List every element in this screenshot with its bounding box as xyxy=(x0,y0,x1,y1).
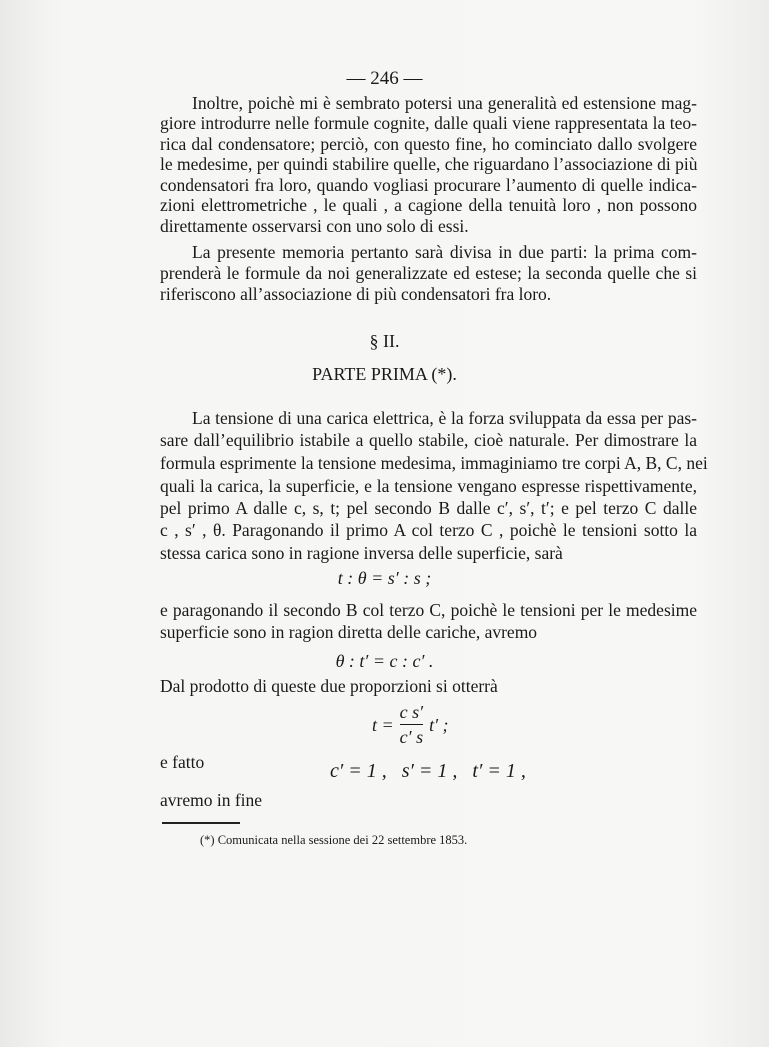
paragraph-line: pel primo A dalle c, s, t; pel secondo B dalle c′, s′, t′; e pel terzo C dalle xyxy=(160,498,697,518)
paragraph-line: e paragonando il secondo B col terzo C, poichè le tensioni per le medesime xyxy=(160,600,697,620)
fraction-numerator: c s′ xyxy=(399,702,424,722)
paragraph-line: direttamente osservarsi con uno solo di essi. xyxy=(160,216,469,236)
equation-3-rhs: t′ ; xyxy=(429,714,449,735)
paragraph-line: prenderà le formule da noi generalizzate ed estese; la seconda quelle che si xyxy=(160,263,697,283)
paragraph-line: giore introdurre nelle formule cognite, dalle quali viene rappresentata la teo- xyxy=(160,113,697,133)
paragraph-line: avremo in fine xyxy=(160,790,263,810)
fraction-denominator: c′ s xyxy=(399,727,424,747)
footnote: (*) Comunicata nella sessione dei 22 settembre 1853. xyxy=(200,833,468,847)
paragraph-line: La presente memoria pertanto sarà divisa in due parti: la prima com- xyxy=(192,242,697,262)
paragraph-line: formula esprimente la tensione medesima, immaginiamo tre corpi A, B, C, nei xyxy=(160,453,708,473)
fraction xyxy=(400,702,423,747)
part-title: PARTE PRIMA (*). xyxy=(312,364,457,384)
paragraph-line: stessa carica sono in ragione inversa delle superficie, sarà xyxy=(160,543,563,563)
paragraph-line: riferiscono all’associazione di più condensatori fra loro. xyxy=(160,284,552,304)
fraction-bar xyxy=(400,724,423,725)
paragraph-line: Dal prodotto di queste due proporzioni si otterrà xyxy=(160,676,498,696)
equation-1: t : θ = s′ : s ; xyxy=(337,568,432,588)
equation-2: θ : t′ = c : c′ . xyxy=(335,651,434,671)
page-number: — 246 — xyxy=(346,68,423,89)
paragraph-line: condensatori fra loro, quando vogliasi procurare l’aumento di quelle indica- xyxy=(160,175,697,195)
paragraph-line: sare dall’equilibrio istabile a quello stabile, cioè naturale. Per dimostrare la xyxy=(160,430,697,450)
footnote-rule xyxy=(162,822,240,824)
section-heading: § II. xyxy=(369,331,400,351)
paragraph-line: superficie sono in ragion diretta delle cariche, avremo xyxy=(160,622,538,642)
paragraph-line: rica dal condensatore; perciò, con questo fine, ho cominciato dallo svolgere xyxy=(160,134,697,154)
paragraph-line: La tensione di una carica elettrica, è la forza sviluppata da essa per pas- xyxy=(192,408,697,428)
equation-3 xyxy=(372,702,449,747)
paragraph-line: Inoltre, poichè mi è sembrato potersi una generalità ed estensione mag- xyxy=(192,93,697,113)
paragraph-line: c , s′ , θ. Paragonando il primo A col terzo C , poichè le tensioni sotto la xyxy=(160,520,697,540)
equation-4: c′ = 1 , s′ = 1 , t′ = 1 , xyxy=(330,760,526,782)
paragraph-line: e fatto xyxy=(160,752,205,772)
paragraph-line: quali la carica, la superficie, e la tensione vengano espresse rispettivamente, xyxy=(160,476,697,496)
paragraph-line: le medesime, per quindi stabilire quelle, che riguardano l’associazione di più xyxy=(160,154,698,174)
equation-3-lhs: t = xyxy=(372,714,394,735)
paragraph-line: zioni elettrometriche , le quali , a cagione della tenuità loro , non possono xyxy=(160,195,697,215)
